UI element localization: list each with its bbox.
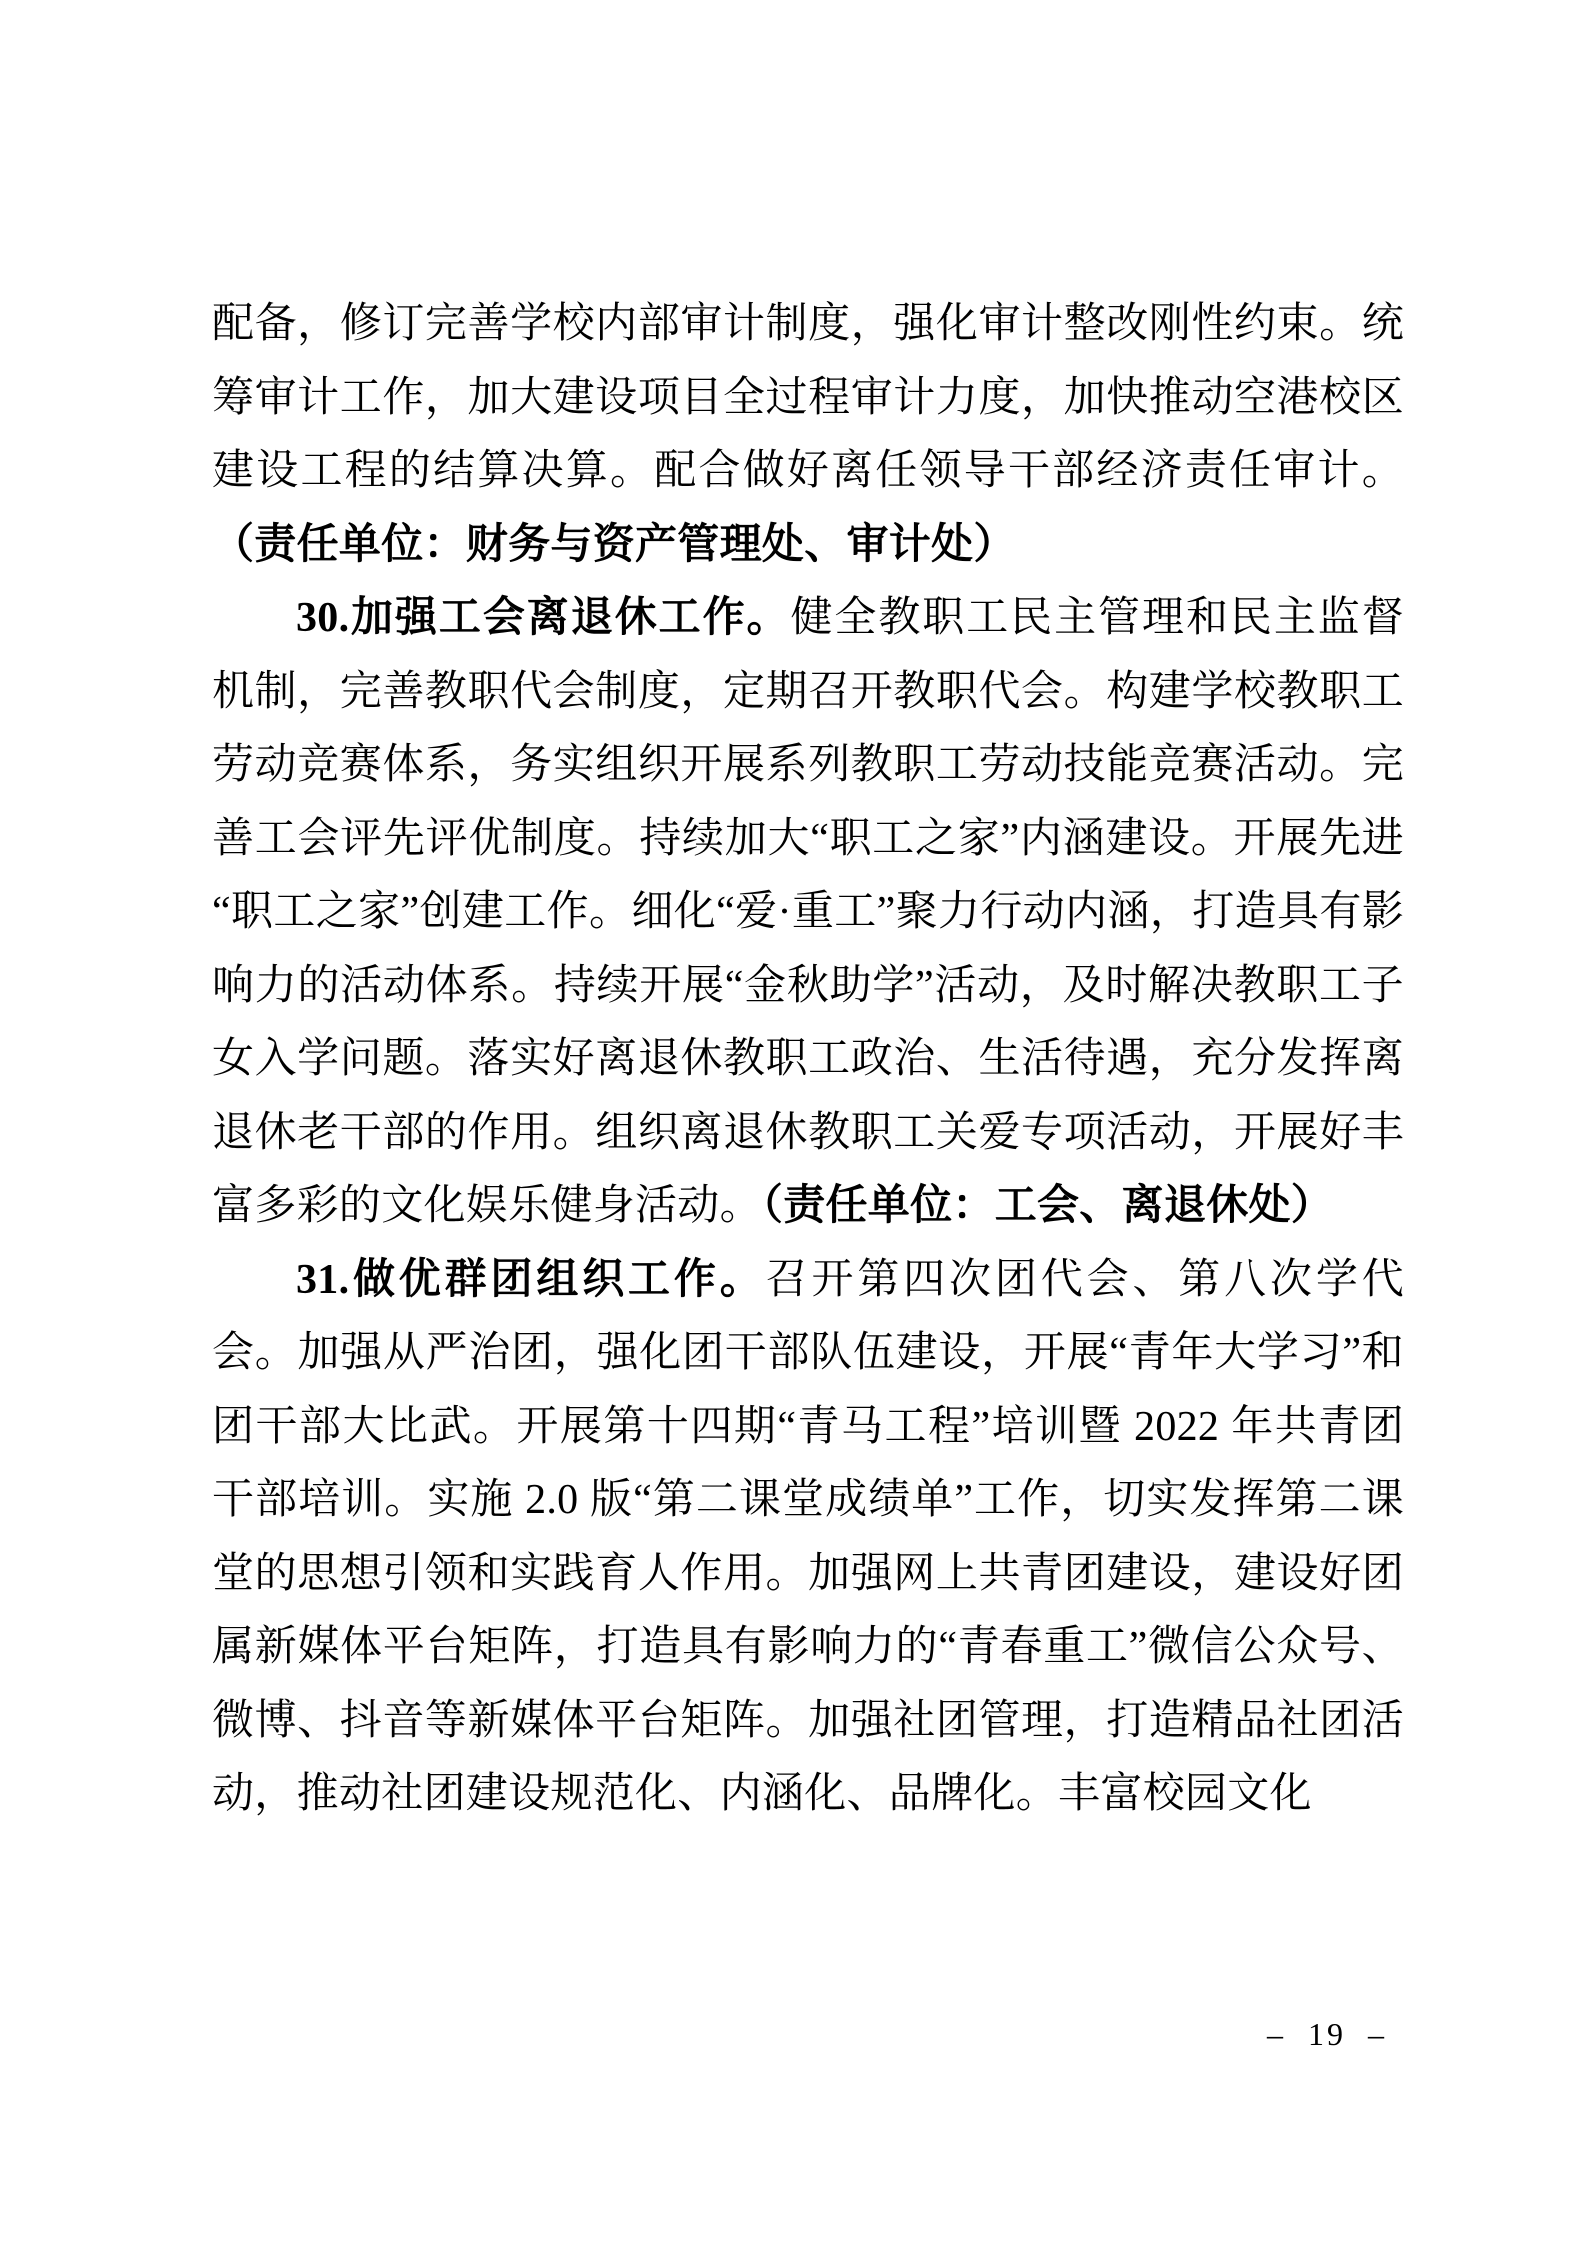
body-text: 配备，修订完善学校内部审计制度，强化审计整改刚性约束。统筹审计工作，加大建设项目全过程审计力度，加快推动空港校区建设工程的结算决算。配合做好离任领导干部经济责任审计。 bbox=[212, 301, 1404, 494]
emphasis-text: （责任单位：财务与资产管理处、审计处） bbox=[212, 521, 1016, 568]
document-body bbox=[212, 288, 1404, 1832]
emphasis-text: （责任单位：工会、离退休处） bbox=[761, 1183, 1334, 1229]
body-text: 健全教职工民主管理和民主监督机制，完善教职代会制度，定期召开教职代会。构建学校教职工劳动竞赛体系，务实组织开展系列教职工劳动技能竞赛活动。完善工会评先评优制度。持续加大“职工之家”内涵建设。开展先进“职工之家”创建工作。细化“爱·重工”聚力行动内涵，打造具有影响力的活动体系。持续开展“金秋助学”活动，及时解决教职工子女入学问题。落实好离退休教职工政治、生活待遇，充分发挥离退休老干部的作用。组织离退休教职工关爱专项活动，开展好丰富多彩的文化娱乐健身活动。 bbox=[212, 595, 1405, 1229]
body-text: 召开第四次团代会、第八次学代会。加强从严治团，强化团干部队伍建设，开展“青年大学习”和团干部大比武。开展第十四期“青马工程”培训暨 2022 年共青团干部培训。实施 2.0 版“第二课堂成绩单”工作，切实发挥第二课堂的思想引领和实践育人作用。加强网上共青团建设，建设好团属新媒体平台矩阵，打造具有影响力的“青春重工”微信公众号、微博、抖音等新媒体平台矩阵。加强社团管理，打造精品社团活动，推动社团建设规范化、内涵化、品牌化。丰富校园文化 bbox=[212, 1256, 1404, 1817]
paragraph-item-30 bbox=[212, 582, 1404, 1244]
emphasis-text: 30.加强工会离退休工作。 bbox=[296, 595, 791, 641]
page-number: – 19 – bbox=[1267, 2016, 1387, 2052]
paragraph-item-31 bbox=[212, 1244, 1404, 1832]
paragraph-29-continuation bbox=[212, 288, 1404, 582]
emphasis-text: 31.做优群团组织工作。 bbox=[296, 1256, 766, 1303]
